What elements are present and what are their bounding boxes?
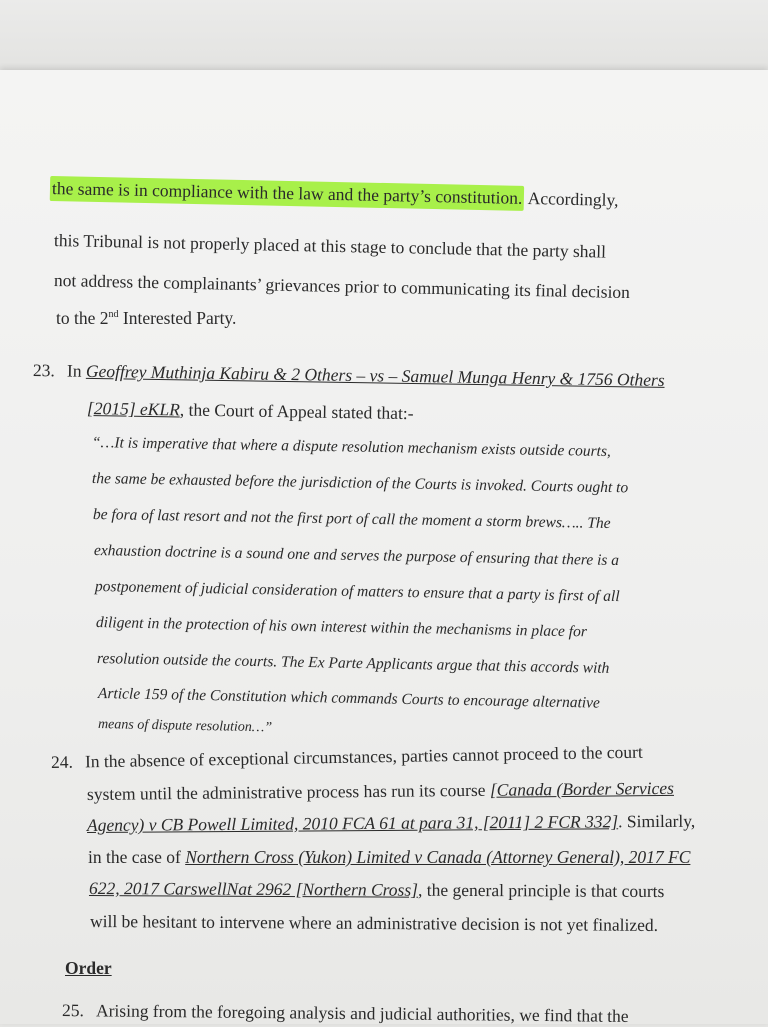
para-24-line-1: 24. In the absence of exceptional circumstances, parties cannot proceed to the court <box>50 741 643 772</box>
para-24-line-6: will be hesitant to intervene where an administrative decision is not yet finalized. <box>89 911 659 935</box>
quote-line-2: the same be exhausted before the jurisdiction of the Courts is invoked. Courts ought to <box>91 470 629 497</box>
body-line-2: this Tribunal is not properly placed at this stage to conclude that the party shall <box>53 230 607 262</box>
quote-line-7: resolution outside the courts. The Ex Parte Applicants argue that this accords with <box>96 650 610 677</box>
quote-line-1: “…It is imperative that where a dispute resolution mechanism exists outside courts, <box>91 434 611 461</box>
case-citation: [2015] eKLR <box>86 398 181 420</box>
order-heading: Order <box>65 958 112 978</box>
para-23-line-1: 23. In Geoffrey Muthinja Kabiru & 2 Others – vs – Samuel Munga Henry & 1756 Others <box>32 360 665 390</box>
case-citation: Agency) v CB Powell Limited, 2010 FCA 61 at para 31, [2011] 2 FCR 332] <box>86 811 619 835</box>
quote-line-4: exhaustion doctrine is a sound one and serves the purpose of ensuring that there is a <box>93 542 620 570</box>
paragraph-number: 23. <box>32 360 56 381</box>
quote-line-9: means of dispute resolution…” <box>97 717 273 736</box>
body-line-1 <box>50 178 619 211</box>
highlighted-text: the same is in compliance with the law and the party’s constitution. <box>50 176 525 211</box>
quote-line-5: postponement of judicial consideration of matters to ensure that a party is first of all <box>94 578 620 606</box>
paragraph-number: 24. <box>50 751 74 772</box>
case-citation: 622, 2017 CarswellNat 2962 [Northern Cross] <box>88 878 419 900</box>
body-line-3: not address the complainants’ grievances prior to communicating its final decision <box>53 270 631 303</box>
para-23-line-2: [2015] eKLR, the Court of Appeal stated that:- <box>86 398 414 424</box>
para-24-line-5: 622, 2017 CarswellNat 2962 [Northern Cross], the general principle is that courts <box>88 878 665 902</box>
para-25-line-1: 25. Arising from the foregoing analysis and judicial authorities, we find that the <box>61 1000 629 1026</box>
case-citation: [Canada (Border Services <box>489 777 675 800</box>
quote-line-6: diligent in the protection of his own interest within the mechanisms in place for <box>95 614 588 641</box>
body-text: Accordingly, <box>524 187 619 210</box>
case-citation: Northern Cross (Yukon) Limited v Canada (Attorney General), 2017 FC <box>185 847 691 867</box>
para-24-line-3: Agency) v CB Powell Limited, 2010 FCA 61 at para 31, [2011] 2 FCR 332]. Similarly, <box>86 810 696 835</box>
quote-line-8: Article 159 of the Constitution which commands Courts to encourage alternative <box>97 685 601 712</box>
quote-line-3: be fora of last resort and not the first port of call the moment a storm brews….. The <box>92 506 611 533</box>
body-line-4: to the 2nd Interested Party. <box>56 308 237 328</box>
para-24-line-2: system until the administrative process has run its course [Canada (Border Services <box>86 777 675 804</box>
case-citation: Geoffrey Muthinja Kabiru & 2 Others – vs – Samuel Munga Henry & 1756 Others <box>85 360 665 390</box>
para-24-line-4: in the case of Northern Cross (Yukon) Limited v Canada (Attorney General), 2017 FC <box>88 847 691 867</box>
paragraph-number: 25. <box>61 1000 84 1021</box>
